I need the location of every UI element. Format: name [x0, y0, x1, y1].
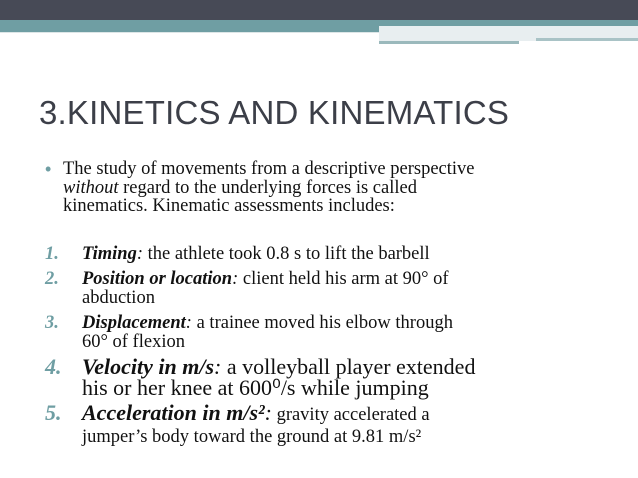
list-item-line-2: abduction [82, 287, 155, 308]
list-item-term: Acceleration in m/s² [82, 400, 265, 425]
list-item-line-1 [82, 270, 627, 289]
list-item-text [82, 356, 627, 398]
intro-line-1: The study of movements from a descriptive perspective [63, 159, 475, 179]
list-item-colon: : [136, 244, 143, 264]
list-item-description: a trainee moved his elbow through [191, 313, 453, 333]
list-item-line-2: jumper’s body toward the ground at 9.81 m/s² [82, 427, 422, 447]
header-accent-line-right [536, 38, 638, 41]
list-item-number: 5. [45, 400, 62, 425]
intro-line-2 [63, 179, 623, 198]
intro-line-2-rest: regard to the underlying forces is called [118, 177, 417, 198]
intro-emphasis: without [63, 177, 119, 198]
list-item-number: 2. [45, 269, 59, 289]
list-item-description: a volleyball player extended [221, 354, 476, 379]
bullet-dot-icon: • [45, 159, 52, 179]
list-item-line-1 [82, 245, 627, 264]
list-item-line-1 [82, 356, 627, 377]
list-item-description: client held his arm at 90° of [238, 269, 449, 289]
intro-text [63, 160, 623, 216]
list-item-colon: : [214, 354, 222, 379]
intro-line-3: kinematics. Kinematic assessments includes: [63, 196, 395, 216]
list-item-term: Position or location [82, 269, 233, 289]
list-item-text [82, 245, 627, 264]
list-item-colon: : [232, 269, 239, 289]
list-item-number: 1. [45, 244, 59, 264]
list-item-number: 4. [45, 354, 62, 379]
list-item-term: Velocity in m/s [82, 354, 214, 379]
list-item-text [82, 270, 627, 307]
list-item-text [82, 402, 627, 447]
list-item-line-2: his or her knee at 600⁰/s while jumping [82, 375, 429, 400]
list-item-colon: : [264, 400, 272, 425]
list-item-description: gravity accelerated a [271, 405, 430, 425]
list-item-text [82, 314, 627, 351]
header-bar-dark [0, 0, 638, 20]
list-item-line-1 [82, 402, 627, 427]
list-item-term: Displacement [82, 313, 186, 333]
list-item-number: 3. [45, 313, 59, 333]
slide-title: 3.KINETICS AND KINEMATICS [39, 94, 510, 131]
list-item-line-1 [82, 314, 627, 333]
header-accent-line [379, 41, 519, 44]
list-item-term: Timing [82, 244, 137, 264]
list-item-description: the athlete took 0.8 s to lift the barbell [143, 244, 430, 264]
list-item-line-2: 60° of flexion [82, 331, 185, 352]
list-item-colon: : [185, 313, 192, 333]
